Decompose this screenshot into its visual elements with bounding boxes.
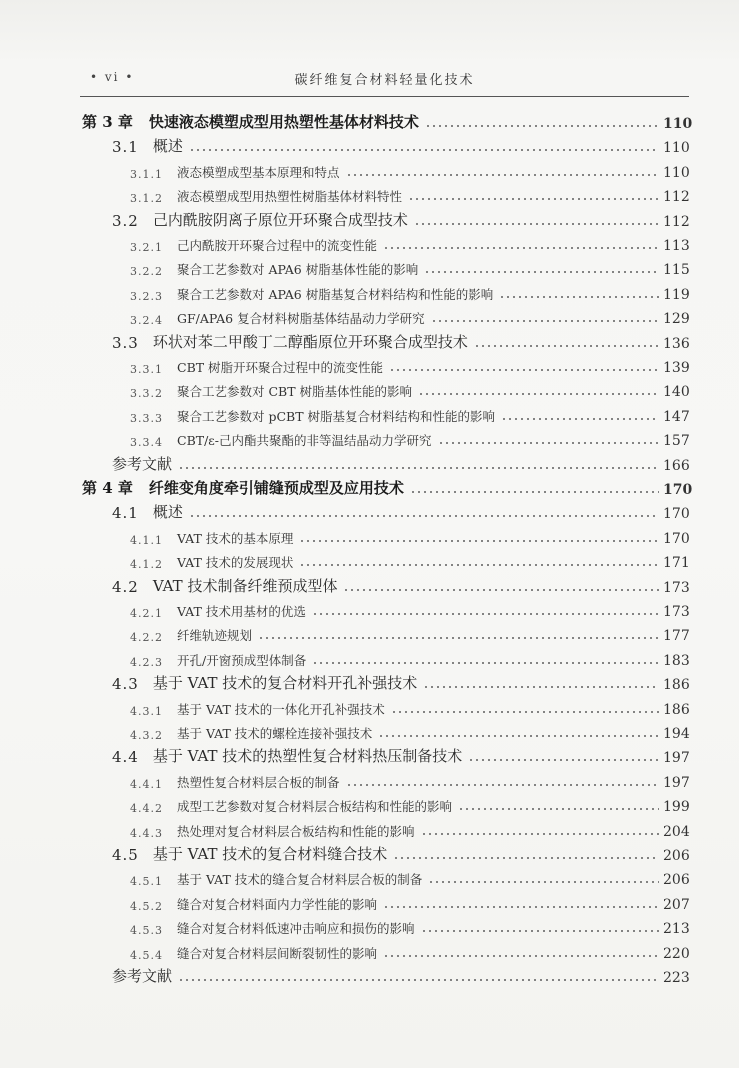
- toc-entry-sub: [130, 596, 689, 620]
- toc-entry-number: 4.5: [112, 846, 139, 864]
- toc-entry-number: 4.2.1: [130, 607, 163, 620]
- toc-entry-page: 171: [663, 555, 690, 572]
- toc-entry-sub: [130, 767, 689, 791]
- dot-leader: [428, 880, 659, 884]
- toc-entry-sub: [130, 694, 689, 718]
- toc-entry-title: 基于 VAT 技术的一体化开孔补强技术: [177, 701, 385, 717]
- dot-leader: [468, 758, 659, 762]
- toc-entry-title: 成型工艺参数对复合材料层合板结构和性能的影响: [177, 799, 453, 815]
- dot-leader: [425, 124, 659, 128]
- dot-leader: [424, 270, 659, 274]
- toc-entry-sub: [130, 889, 689, 913]
- toc-entry-sub: [130, 279, 689, 303]
- toc-entry-sub: [130, 376, 689, 400]
- toc-entry-number: 3.2.3: [130, 289, 163, 303]
- toc-entry-number: 3.3.1: [130, 363, 163, 376]
- dot-leader: [393, 856, 659, 860]
- toc-entry-title: 热处理对复合材料层合板结构和性能的影响: [177, 823, 415, 839]
- toc-entry-number: 4.3.1: [130, 704, 163, 718]
- toc-entry-page: 166: [663, 457, 690, 474]
- toc-entry-number: 4.3.2: [130, 729, 163, 742]
- dot-leader: [389, 368, 659, 372]
- dot-leader: [414, 222, 659, 226]
- toc-entry-sub: [130, 230, 689, 254]
- toc-entry-chapter: [82, 474, 693, 498]
- toc-entry-page: 186: [663, 701, 690, 718]
- toc-entry-refs: [112, 450, 689, 474]
- dot-leader: [178, 978, 659, 982]
- toc-entry-number: 4.4.2: [130, 802, 163, 816]
- toc-entry-title: 己内酰胺开环聚合过程中的流变性能: [177, 238, 378, 253]
- toc-entry-number: 3.2.4: [130, 314, 163, 328]
- dot-leader: [383, 246, 659, 250]
- toc-entry-number: 3.1.2: [130, 192, 163, 206]
- dot-leader: [178, 466, 659, 470]
- toc-entry-title: 缝合对复合材料层间断裂韧性的影响: [177, 945, 378, 961]
- toc-entry-page: 136: [663, 335, 690, 352]
- dot-leader: [410, 490, 659, 494]
- toc-entry-page: 177: [663, 628, 690, 645]
- toc-entry-title: 聚合工艺参数对 APA6 树脂基体性能的影响: [177, 262, 419, 278]
- dot-leader: [189, 148, 659, 152]
- toc-entry-sub: [130, 816, 689, 840]
- toc-entry-title: 聚合工艺参数对 CBT 树脂基体性能的影响: [177, 384, 413, 400]
- toc-entry-number: 4.4: [112, 748, 139, 767]
- toc-entry-section: [112, 328, 689, 352]
- toc-entry-title: CBT 树脂开环聚合过程中的流变性能: [177, 360, 384, 375]
- dot-leader: [431, 319, 659, 323]
- toc-entry-title: 缝合对复合材料低速冲击响应和损伤的影响: [177, 921, 415, 937]
- toc-entry-title: 己内酰胺阴离子原位开环聚合成型技术: [152, 210, 408, 229]
- toc-entry-page: 110: [663, 164, 690, 181]
- toc-entry-sub: [130, 645, 689, 669]
- dot-leader: [258, 636, 659, 640]
- dot-leader: [299, 563, 659, 567]
- toc-entry-number: 4.1: [112, 504, 139, 523]
- toc-entry-page: 197: [663, 750, 690, 767]
- dot-leader: [312, 612, 659, 616]
- toc-entry-number: 4.5.3: [130, 924, 163, 938]
- toc-entry-title: 纤维轨迹规划: [177, 628, 253, 644]
- toc-entry-number: 4.2.3: [130, 655, 163, 669]
- toc-entry-page: 119: [663, 286, 690, 303]
- dot-leader: [423, 685, 659, 689]
- toc-entry-number: 4.2: [112, 577, 139, 596]
- toc-entry-title: 缝合对复合材料面内力学性能的影响: [177, 896, 378, 912]
- toc-entry-section: [112, 840, 689, 864]
- dot-leader: [343, 588, 659, 592]
- toc-entry-number: 4.1.1: [130, 533, 163, 547]
- toc-entry-number: 第 3 章: [82, 113, 133, 131]
- toc-entry-page: 173: [663, 579, 690, 596]
- page-number: • vi •: [90, 70, 135, 84]
- dot-leader: [189, 514, 659, 518]
- toc-entry-title: 液态模塑成型用热塑性树脂基体材料特性: [177, 189, 403, 205]
- dot-leader: [458, 807, 659, 811]
- dot-leader: [378, 734, 659, 738]
- toc-entry-title: 聚合工艺参数对 APA6 树脂基复合材料结构和性能的影响: [177, 286, 494, 302]
- toc-entry-page: 207: [663, 896, 690, 913]
- toc-entry-sub: [130, 547, 689, 571]
- toc-entry-number: 3.2.2: [130, 265, 163, 279]
- toc-entry-number: 3.3.4: [130, 436, 163, 450]
- toc-entry-number: 第 4 章: [82, 479, 133, 497]
- toc-entry-section: [112, 498, 689, 522]
- dot-leader: [474, 344, 659, 348]
- toc-entry-number: 4.1.2: [130, 558, 163, 572]
- toc-entry-sub: [130, 157, 689, 181]
- toc-entry-page: 204: [663, 823, 690, 840]
- dot-leader: [391, 710, 659, 714]
- dot-leader: [346, 173, 659, 177]
- toc-entry-title: 概述: [152, 503, 183, 522]
- toc-entry-number: 4.2.2: [130, 631, 163, 645]
- dot-leader: [421, 832, 659, 836]
- toc-entry-number: 3.3: [112, 333, 139, 352]
- toc-entry-page: 213: [663, 921, 690, 938]
- toc-entry-title: 液态模塑成型基本原理和特点: [177, 164, 340, 180]
- toc-entry-page: 170: [663, 530, 690, 547]
- toc-entry-page: 110: [663, 140, 690, 157]
- toc-entry-number: 4.5.2: [130, 899, 163, 913]
- dot-leader: [383, 954, 659, 958]
- toc-entry-page: 170: [663, 506, 690, 523]
- toc-entry-title: 参考文献: [112, 454, 173, 473]
- toc-entry-sub: [130, 401, 689, 425]
- toc-entry-number: 3.1.1: [130, 167, 163, 181]
- toc-entry-number: 3.1: [112, 138, 139, 157]
- toc-entry-number: 4.4.3: [130, 826, 163, 840]
- toc-entry-title: 开孔/开窗预成型体制备: [177, 652, 307, 668]
- toc-entry-refs: [112, 962, 689, 986]
- toc-entry-page: 206: [663, 848, 690, 864]
- toc-entry-page: 223: [663, 970, 690, 986]
- toc-entry-page: 186: [663, 677, 690, 694]
- dot-leader: [312, 661, 659, 665]
- toc-entry-title: VAT 技术的发展现状: [177, 555, 294, 571]
- toc-entry-page: 199: [663, 799, 690, 816]
- dot-leader: [438, 441, 660, 445]
- toc-entry-sub: [130, 938, 689, 962]
- dot-leader: [408, 197, 659, 201]
- toc-entry-title: GF/APA6 复合材料树脂基体结晶动力学研究: [177, 311, 425, 327]
- toc-entry-title: 基于 VAT 技术的缝合复合材料层合板的制备: [177, 872, 423, 888]
- dot-leader: [501, 417, 659, 421]
- toc-entry-sub: [130, 254, 689, 278]
- dot-leader: [383, 905, 659, 909]
- book-title: 碳纤维复合材料轻量化技术: [294, 73, 475, 88]
- toc-entry-number: 3.3.2: [130, 387, 163, 401]
- toc-entry-title: 热塑性复合材料层合板的制备: [177, 774, 340, 790]
- toc-entry-sub: [130, 425, 689, 449]
- toc-entry-page: 113: [663, 238, 690, 254]
- toc-entry-number: 3.2.1: [130, 241, 163, 254]
- dot-leader: [499, 295, 659, 299]
- toc-entry-page: 194: [663, 726, 690, 742]
- toc-entry-title: 参考文献: [112, 967, 173, 985]
- toc-entry-sub: [130, 864, 689, 888]
- toc-entry-page: 112: [663, 213, 690, 230]
- toc-entry-sub: [130, 303, 689, 327]
- toc-entry-sub: [130, 718, 689, 742]
- toc-entry-page: 220: [663, 945, 690, 962]
- toc-entry-page: 139: [663, 360, 690, 376]
- toc-entry-title: VAT 技术的基本原理: [177, 530, 294, 546]
- toc-entry-sub: [130, 523, 689, 547]
- toc-entry-page: 157: [663, 433, 690, 450]
- toc-entry-page: 173: [663, 604, 690, 620]
- toc-entry-number: 4.4.1: [130, 777, 163, 791]
- dot-leader: [418, 392, 659, 396]
- toc-entry-title: 环状对苯二甲酸丁二醇酯原位开环聚合成型技术: [152, 332, 468, 351]
- toc-entry-title: 纤维变角度牵引铺缝预成型及应用技术: [148, 479, 404, 497]
- toc-entry-number: 4.3: [112, 675, 139, 694]
- running-header: [80, 62, 689, 97]
- toc-entry-page: 147: [663, 408, 690, 425]
- toc-entry-sub: [130, 913, 689, 937]
- toc-entry-title: 基于 VAT 技术的复合材料开孔补强技术: [152, 674, 418, 693]
- toc-entry-title: 聚合工艺参数对 pCBT 树脂基复合材料结构和性能的影响: [177, 408, 496, 424]
- toc-entry-section: [112, 132, 689, 156]
- toc-entry-title: VAT 技术用基材的优选: [177, 604, 306, 619]
- toc-entry-number: 3.3.3: [130, 411, 163, 425]
- toc-entry-sub: [130, 352, 689, 376]
- dot-leader: [421, 929, 659, 933]
- toc-entry-number: 4.5.1: [130, 875, 163, 889]
- toc-entry-title: 基于 VAT 技术的复合材料缝合技术: [152, 845, 388, 863]
- dot-leader: [346, 783, 659, 787]
- toc-entry-section: [112, 206, 689, 230]
- toc-entry-page: 197: [663, 774, 690, 791]
- toc-entry-title: CBT/ε-己内酯共聚酯的非等温结晶动力学研究: [177, 433, 432, 449]
- toc-entry-sub: [130, 791, 689, 815]
- toc-entry-title: 快速液态模塑成型用热塑性基体材料技术: [148, 113, 419, 131]
- toc-entry-title: 概述: [152, 137, 183, 156]
- toc-entry-title: 基于 VAT 技术的热塑性复合材料热压制备技术: [152, 747, 463, 766]
- toc-entry-section: [112, 669, 689, 693]
- toc-entry-section: [112, 572, 689, 596]
- toc-entry-title: 基于 VAT 技术的螺栓连接补强技术: [177, 726, 373, 741]
- toc-entry-number: 4.5.4: [130, 948, 163, 962]
- toc-entry-title: VAT 技术制备纤维预成型体: [152, 576, 338, 595]
- toc-entry-page: 110: [663, 116, 693, 132]
- toc-entry-page: 170: [663, 482, 693, 498]
- toc-entry-page: 206: [663, 872, 690, 889]
- toc-entry-page: 115: [663, 262, 690, 279]
- toc-entry-section: [112, 742, 689, 766]
- toc-entry-page: 129: [663, 311, 690, 328]
- dot-leader: [299, 539, 659, 543]
- toc-entry-page: 183: [663, 652, 690, 669]
- toc-entry-page: 140: [663, 384, 690, 401]
- toc-entry-number: 3.2: [112, 211, 139, 230]
- toc-entry-sub: [130, 181, 689, 205]
- toc-entry-sub: [130, 620, 689, 644]
- toc-entry-page: 112: [663, 189, 690, 206]
- toc-entry-chapter: [82, 108, 693, 132]
